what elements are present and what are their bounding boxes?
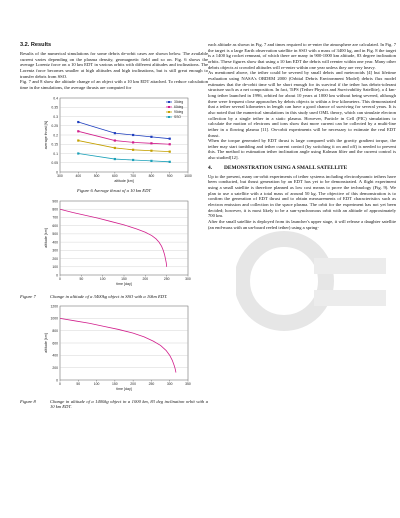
- data-point: [150, 149, 152, 151]
- plot-area: [60, 201, 188, 275]
- legend-label: 90deg: [174, 109, 184, 114]
- x-axis-label: time [day]: [116, 386, 132, 391]
- y-tick-label: 600: [52, 341, 58, 346]
- data-point: [114, 132, 116, 134]
- legend-marker: [168, 111, 170, 113]
- data-point: [169, 137, 171, 139]
- y-tick-label: 0.3: [53, 114, 58, 119]
- right-column: [208, 42, 396, 230]
- x-axis-label: time [day]: [116, 281, 132, 286]
- figure-6-caption: Figure 6 Average thrust of a 10 km EDT: [76, 188, 151, 194]
- data-point: [114, 139, 116, 141]
- figure-8-caption: [20, 399, 208, 410]
- data-point: [77, 130, 79, 132]
- legend-label: SSO: [174, 114, 181, 119]
- y-tick-label: 0.4: [53, 95, 58, 100]
- paragraph: Results of the numerical simulations for some debris de-orbit cases are shown below. The available current varies depending on the plasma density, geomagnetic field and so on. Fig. 6 shows the average Lorentz force on a 10 km EDT in various orbits with different altitudes and inclinations. The Lorentz force becomes smaller at high altitudes and high inclinations, but is still great enough to transfer debris from SSO.: [20, 51, 208, 79]
- legend-label: 60deg: [174, 104, 184, 109]
- y-axis-label: altitude [km]: [44, 333, 48, 353]
- data-point: [132, 141, 134, 143]
- figure-7-text: Change in altitude of a 3400kg object in SSO with a 10km EDT.: [50, 293, 168, 299]
- y-axis-label: altitude [km]: [44, 228, 48, 248]
- y-tick-label: 1200: [50, 304, 58, 309]
- data-point: [150, 159, 152, 161]
- data-point: [150, 135, 152, 137]
- y-tick-label: 400: [52, 240, 58, 245]
- paragraph: each altitude as shown in Fig. 7 and times required to re-enter the atmosphere are calculated. In Fig. 7 the target is a large Earth observation satellite in SSO with a mass of 3400 kg, and in Fig. 8 the target is a 1400 kg rocket remnant, of which there are many in 900-1000 km altitude, 83 degree inclination orbits. These figures show that using a 10 km EDT the debris will reenter within one year. Many other debris objects at crowded altitudes will re-enter within one year unless they are very heavy.: [208, 42, 396, 70]
- x-tick-label: 300: [185, 276, 191, 281]
- figure-8: [20, 302, 208, 396]
- y-tick-label: 900: [52, 199, 58, 204]
- data-point: [132, 133, 134, 135]
- y-tick-label: 400: [52, 353, 58, 358]
- paragraph: Fig. 7 and 8 show the altitude change of an object with a 10 km EDT attached. To reduce calculation time in the simulations, the average thrusts are computed for: [20, 79, 208, 90]
- x-tick-label: 250: [163, 276, 170, 281]
- x-tick-label: 1000: [184, 173, 192, 178]
- fig7-chart: [20, 197, 208, 289]
- y-tick-label: 0: [56, 273, 58, 278]
- y-tick-label: 0.35: [51, 105, 58, 110]
- figure-6: [20, 94, 208, 188]
- x-axis-label: altitude [km]: [114, 178, 134, 183]
- y-tick-label: 0: [56, 378, 58, 383]
- section-title-results: 3.2. Results: [20, 42, 52, 48]
- y-tick-label: 0.25: [51, 123, 58, 128]
- x-tick-label: 150: [121, 276, 127, 281]
- watermark-logo: [236, 226, 386, 336]
- data-point: [169, 143, 171, 145]
- data-point: [114, 146, 116, 148]
- y-tick-label: 0.05: [51, 160, 58, 165]
- paragraph: As mentioned above, the tether could be severed by small debris and meteoroids [4] but lifetime evaluation using NASA's ORDEM 2000 (Orbital Debris Environment Model) debris flux model estimates that the de-orbit time will be short enough for its survival if the tether has debris-tolerant structure such as a net composition. In fact, TiPS (Tether Physics and Survivability Satellite), a 4 km-long tether launched in 1996, orbited for about 10 years at 1000 km without being severed, although there were frequent close approaches by debris objects to within a few kilometers. This demonstrated that a tether several kilometers in length can have a good chance of surviving for several years. It is also noted that the numerical simulations in this study used OML theory, which can simulate electron collection by a single tether in a static plasma. However, Particle in Cell (PIC) simulations to calculate the motion of electrons and ions show that more current can be collected by a multi-line tether in a flowing plasma [11]. On-orbit experiments will be necessary to estimate the real EDT thrust.: [208, 70, 396, 138]
- x-tick-label: 400: [75, 173, 82, 178]
- x-tick-label: 200: [130, 381, 136, 386]
- x-tick-label: 600: [112, 173, 118, 178]
- y-axis-label: average thrust [N]: [44, 120, 48, 149]
- y-tick-label: 200: [52, 365, 58, 370]
- x-tick-label: 0: [59, 381, 61, 386]
- figure-7-label: Figure 7: [20, 293, 36, 299]
- x-tick-label: 250: [148, 381, 155, 386]
- y-tick-label: 100: [52, 264, 58, 269]
- y-tick-label: 0.2: [53, 132, 58, 137]
- paragraph: When the torque generated by EDT thrust is large compared with the gravity gradient torque, the tether may start tumbling and tether current control (by switching it on and off) is needed to prevent this. The method to estimation tether inclination angle using Kalman filter and the current control is also studied[12].: [208, 138, 396, 161]
- x-tick-label: 300: [57, 173, 63, 178]
- legend-marker: [168, 116, 170, 118]
- y-tick-label: 0: [56, 169, 58, 174]
- x-tick-label: 350: [185, 381, 191, 386]
- y-tick-label: 0.15: [51, 142, 58, 147]
- data-point: [132, 148, 134, 150]
- x-tick-label: 50: [76, 381, 81, 386]
- section-number: 4.: [208, 164, 213, 171]
- figure-7-caption: [20, 294, 208, 299]
- x-tick-label: 900: [166, 173, 173, 178]
- y-tick-label: 200: [52, 256, 58, 261]
- figure-7: [20, 197, 208, 291]
- legend-marker: [168, 106, 170, 108]
- x-tick-label: 800: [148, 173, 155, 178]
- section-heading: DEMONSTRATION USING A SMALL SATELLITE: [224, 164, 348, 171]
- x-tick-label: 150: [112, 381, 118, 386]
- y-tick-label: 0.1: [53, 151, 58, 156]
- paragraph: Up to the present, many on-orbit experiments of tether systems including electrodynamic tethers have been conducted, but thrust generation by an EDT has yet to be demonstrated. A flight experiment using a small satellite is therefore planned as low cost means to prove the technology (Fig. 9). We plan to use a satellite with a total mass of around 50 kg. The objective of this demonstration is to confirm the generation of EDT thrust and to obtain measurements of EDT characteristics such as electron emission and collection in the space plasma. The orbit for the experiment has not yet been decided; however, it is most likely to be a sun-synchronous orbit with an altitude of approximately 700 km.: [208, 173, 396, 219]
- fig8-chart: [20, 302, 208, 394]
- figure-8-text: Change in altitude of a 1400kg object in a 1000 km, 83 deg inclination orbit with a 10 km EDT.: [50, 398, 208, 410]
- x-tick-label: 700: [130, 173, 136, 178]
- x-tick-label: 0: [59, 276, 61, 281]
- x-tick-label: 50: [79, 276, 84, 281]
- data-point: [77, 139, 79, 141]
- data-point: [77, 152, 79, 154]
- legend-marker: [168, 101, 170, 103]
- data-point: [150, 142, 152, 144]
- x-tick-label: 100: [99, 276, 106, 281]
- x-tick-label: 500: [93, 173, 100, 178]
- section-title-demonstration: [208, 165, 396, 171]
- data-point: [114, 158, 116, 160]
- y-tick-label: 600: [52, 223, 58, 228]
- y-tick-label: 1000: [50, 316, 58, 321]
- x-tick-label: 300: [166, 381, 173, 386]
- paragraph: After the small satellite is deployed from its launcher's upper stage, it will release a daughter satellite (an end-mass with an un-board reeled tether) using a spring-: [208, 219, 396, 230]
- data-point: [169, 160, 171, 162]
- y-tick-label: 300: [52, 248, 58, 253]
- x-tick-label: 200: [142, 276, 149, 281]
- data-point: [77, 121, 79, 123]
- legend-label: 30deg: [174, 99, 184, 104]
- y-tick-label: 800: [52, 328, 58, 333]
- y-tick-label: 500: [52, 232, 58, 237]
- fig6-chart: [20, 94, 208, 186]
- x-tick-label: 100: [93, 381, 100, 386]
- y-tick-label: 700: [52, 215, 58, 220]
- left-column: [20, 42, 208, 411]
- figure-8-label: Figure 8: [20, 398, 36, 404]
- data-point: [169, 150, 171, 152]
- data-point: [132, 158, 134, 160]
- y-tick-label: 800: [52, 207, 58, 212]
